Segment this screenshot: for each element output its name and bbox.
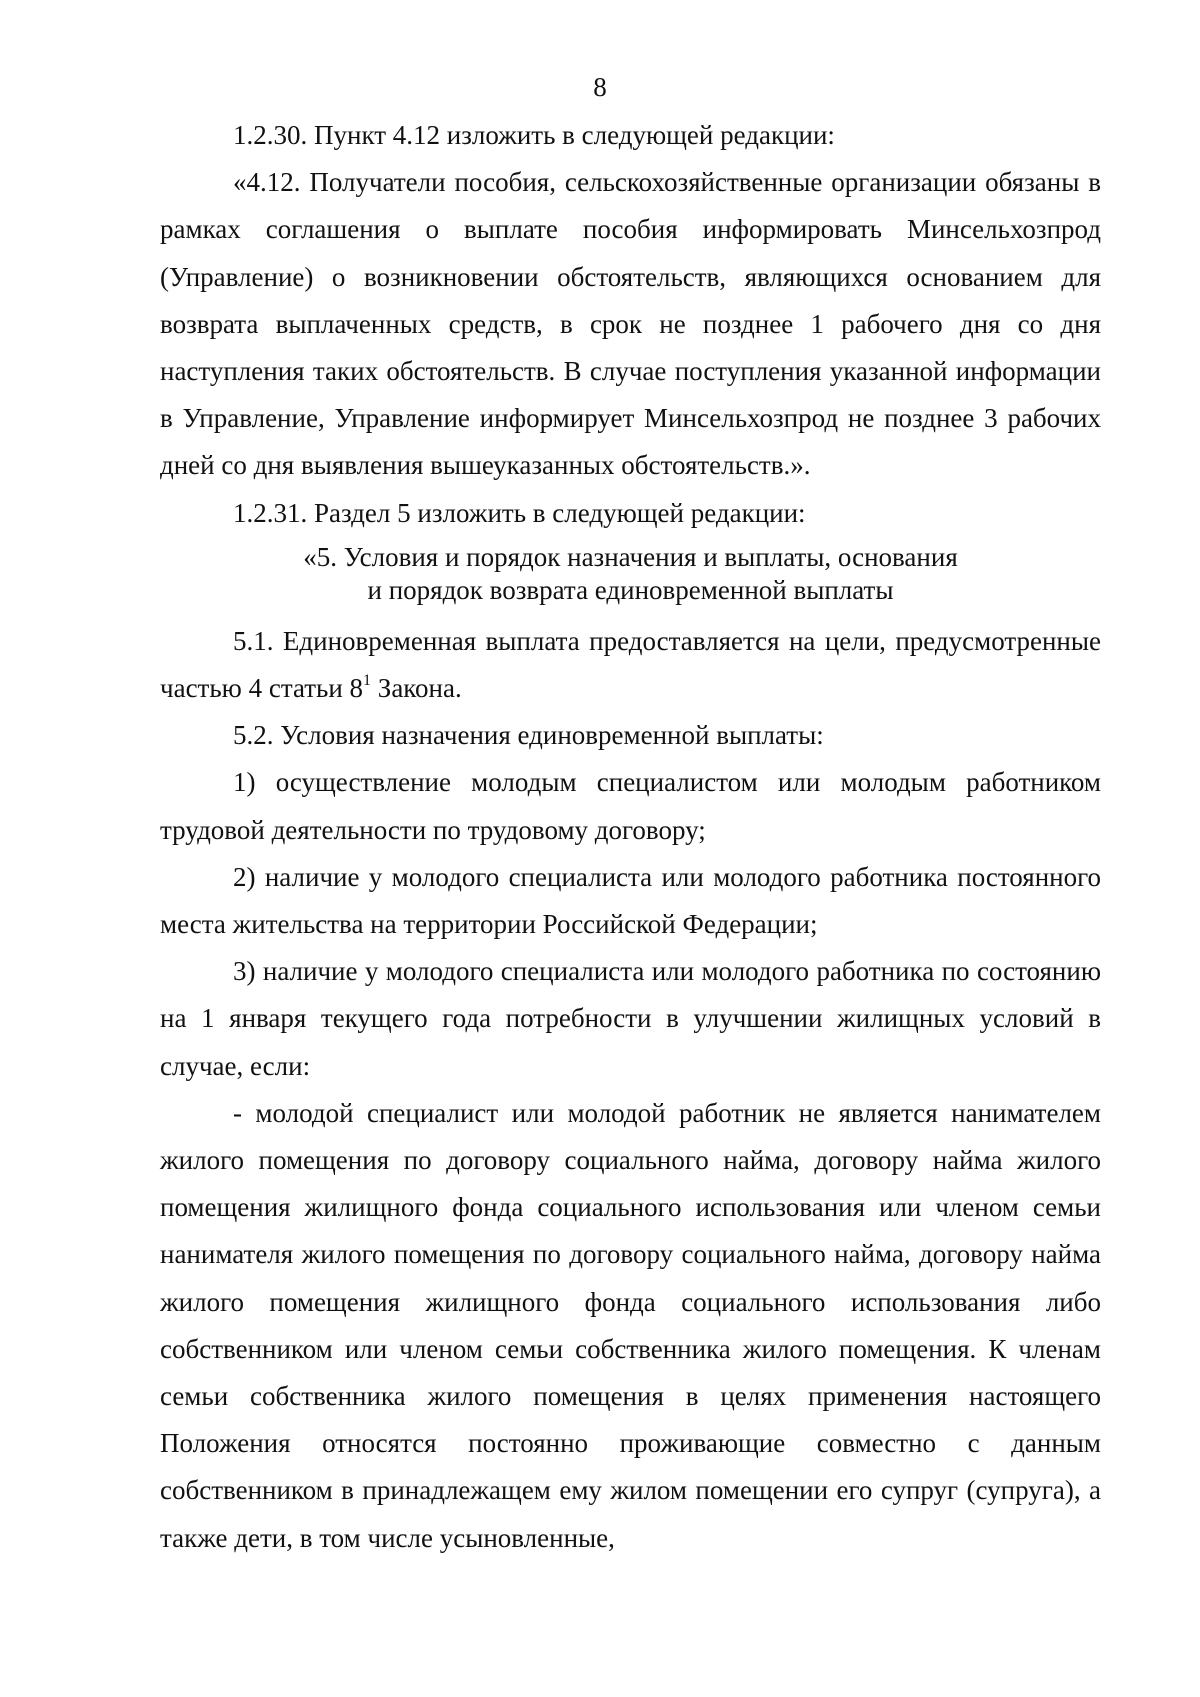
section-5-heading-line-1: «5. Условия и порядок назначения и выплаты, основания bbox=[303, 541, 958, 572]
paragraph-1-2-30: 1.2.30. Пункт 4.12 изложить в следующей редакции: bbox=[233, 120, 835, 150]
condition-3: 3) наличие у молодого специалиста или молодого работника по состоянию на 1 января текущего года потребности в улучшении жилищных условий в случае, если: bbox=[160, 956, 1101, 1081]
document-body bbox=[160, 112, 1101, 1562]
condition-3-subitem: - молодой специалист или молодой работник не является нанимателем жилого помещения по договору социального найма, договору найма жилого помещения жилищного фонда социального использования или членом семьи нанимателя жилого помещения по договору социального найма, договору найма жилого помещения жилищного фонда социального использования либо собственником или членом семьи собственника жилого помещения. К членам семьи собственника жилого помещения в целях применения настоящего Положения относятся постоянно проживающие совместно с данным собственником в принадлежащем ему жилом помещении его супруг (супруга), а также дети, в том числе усыновленные, bbox=[160, 1097, 1101, 1553]
paragraph-5-2: 5.2. Условия назначения единовременной выплаты: bbox=[233, 720, 824, 751]
paragraph-5-1-end: Закона. bbox=[371, 673, 462, 704]
page-number: 8 bbox=[593, 72, 607, 102]
paragraph-5-1 bbox=[160, 618, 1101, 712]
paragraph-1-2-31: 1.2.31. Раздел 5 изложить в следующей редакции: bbox=[233, 497, 806, 528]
paragraph-4-12: «4.12. Получатели пособия, сельскохозяйственные организации обязаны в рамках соглашения о выплате пособия информировать Минсельхозпрод (Управление) о возникновении обстоятельств, являющихся основанием для возврата выплаченных средств, в срок не позднее 1 рабочего дня со дня наступления таких обстоятельств. В случае поступления указанной информации в Управление, Управление информирует Минсельхозпрод не позднее 3 рабочих дней со дня выявления вышеуказанных обстоятельств.». bbox=[160, 167, 1101, 481]
section-5-heading bbox=[160, 541, 1101, 607]
condition-2: 2) наличие у молодого специалиста или молодого работника постоянного места жительства на территории Российской Федерации; bbox=[160, 861, 1101, 940]
paragraph-5-1-text: 5.1. Единовременная выплата предоставляется на цели, предусмотренные частью 4 статьи 8 bbox=[160, 625, 1101, 704]
superscript-1: 1 bbox=[363, 672, 372, 690]
section-5-heading-line-2: и порядок возврата единовременной выплаты bbox=[367, 574, 894, 605]
condition-1: 1) осуществление молодым специалистом или молодым работником трудовой деятельности по трудовому договору; bbox=[160, 767, 1101, 845]
